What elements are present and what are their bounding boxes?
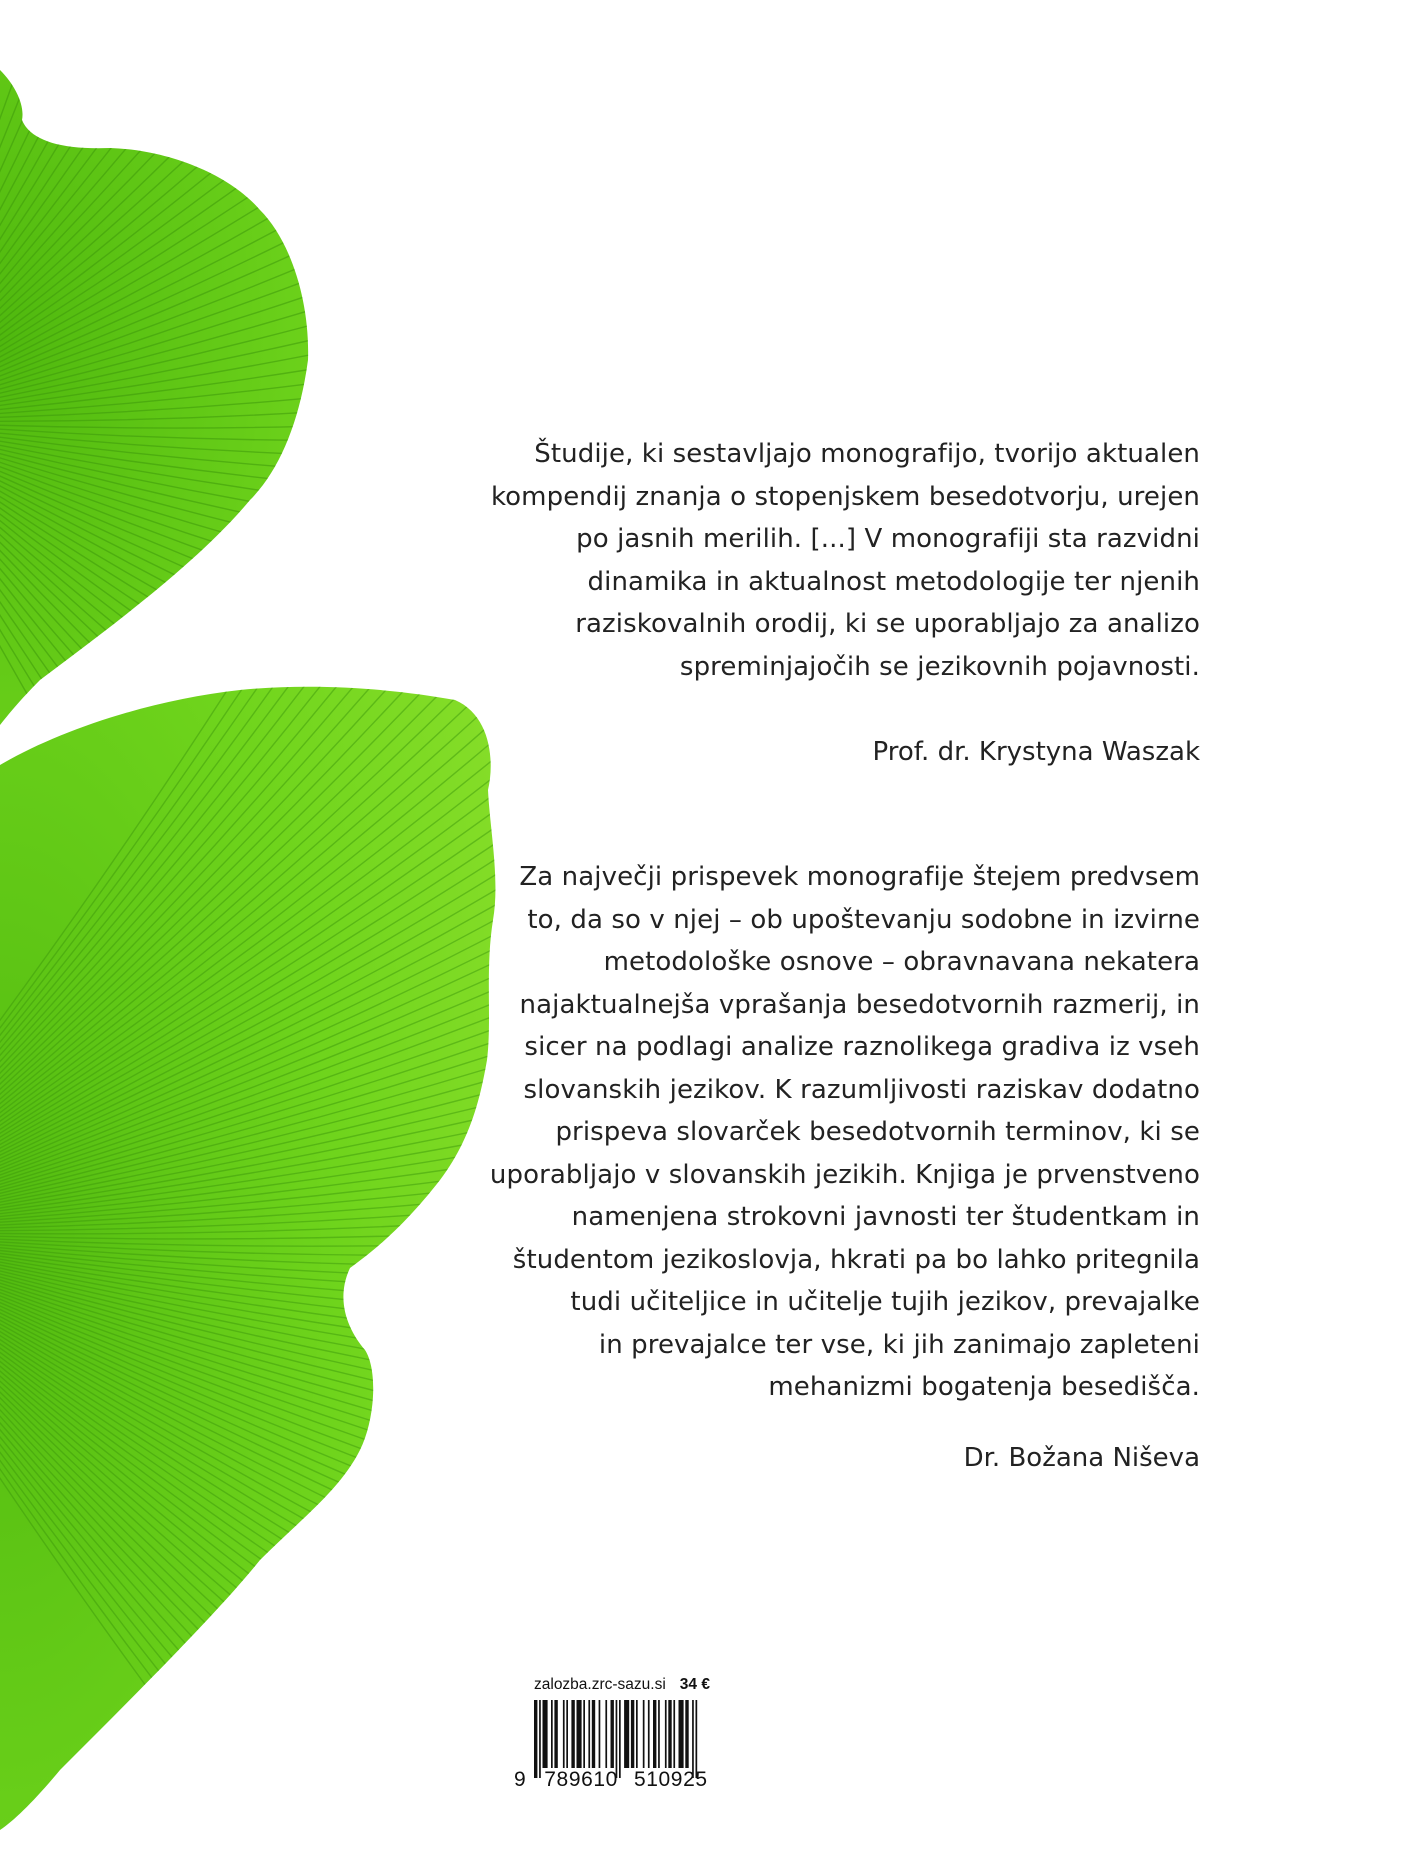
quote-line: in prevajalce ter vse, ki jih zanimajo zapleteni: [598, 1329, 1200, 1360]
publisher-website: zalozba.zrc-sazu.si: [534, 1676, 666, 1693]
quote-line: sicer na podlagi analize raznolikega gradiva iz vseh: [524, 1032, 1200, 1062]
quote-line: dinamika in aktualnost metodologije ter njenih: [587, 566, 1200, 597]
quote-niseva: [490, 856, 1200, 1409]
barcode-bar: [611, 1700, 614, 1768]
quote-line: raziskovalnih orodij, ki se uporabljajo za analizo: [575, 609, 1200, 639]
quote-line: kompendij znanja o stopenjskem besedotvorju, urejen: [490, 481, 1200, 512]
isbn-barcode-block: [514, 1676, 754, 1816]
barcode-bar: [566, 1700, 568, 1768]
barcode-bar: [679, 1700, 684, 1768]
barcode-bar: [543, 1700, 548, 1768]
price-label: 34 €: [679, 1676, 710, 1693]
quote-line: študentom jezikoslovja, hkrati pa bo lahko pritegnila: [512, 1244, 1200, 1275]
barcode-bar: [588, 1700, 590, 1768]
barcode-bar: [592, 1700, 595, 1768]
quote-line: spreminjajočih se jezikovnih pojavnosti.: [679, 651, 1200, 682]
barcode-bar: [534, 1700, 537, 1778]
barcode-bar: [605, 1700, 607, 1768]
quote-line: to, da so v njej – ob upoštevanju sodobne in izvirne: [527, 904, 1200, 935]
isbn-first-digit: 9: [514, 1768, 527, 1791]
barcode-bar: [658, 1700, 660, 1768]
barcode-bar: [696, 1700, 698, 1778]
isbn-number: [514, 1768, 708, 1792]
barcode-bar: [631, 1700, 634, 1768]
barcode-bar: [563, 1700, 565, 1768]
barcode-bar: [673, 1700, 675, 1768]
barcode-header: [534, 1676, 710, 1694]
barcode-bar: [554, 1700, 557, 1768]
quote-line: mehanizmi bogatenja besedišča.: [768, 1372, 1200, 1402]
barcode-bar: [551, 1700, 553, 1768]
quote-line: metodološke osnove – obravnavana nekatera: [603, 947, 1200, 977]
barcode-bar: [665, 1700, 667, 1768]
barcode-bar: [692, 1700, 694, 1778]
barcode-bar: [619, 1700, 621, 1778]
barcode-bar: [577, 1700, 582, 1768]
quote-line: tudi učiteljice in učitelje tujih jezikov, prevajalke: [570, 1287, 1200, 1317]
quote-author-waszak: Prof. dr. Krystyna Waszak: [872, 737, 1200, 767]
barcode-bar: [583, 1700, 585, 1768]
quote-line: Za največji prispevek monografije štejem predvsem: [519, 862, 1200, 892]
quote-line: Študije, ki sestavljajo monografijo, tvorijo aktualen: [534, 439, 1200, 469]
quote-author-niseva: Dr. Božana Niševa: [963, 1443, 1200, 1473]
quote-line: prispeva slovarček besedotvornih terminov, ki se: [555, 1117, 1200, 1147]
isbn-group-left: 789610: [544, 1768, 618, 1791]
barcode-bar: [653, 1700, 656, 1768]
quote-line: slovanskih jezikov. K razumljivosti raziskav dodatno: [523, 1074, 1200, 1105]
quote-line: namenjena strokovni javnosti ter študentkam in: [571, 1202, 1200, 1232]
barcode-bar: [668, 1700, 671, 1768]
barcode-bar: [571, 1700, 574, 1768]
barcode-bar: [685, 1700, 688, 1768]
barcode-bar: [643, 1700, 645, 1768]
barcode-bar: [636, 1700, 638, 1768]
barcode-bar: [616, 1700, 618, 1778]
barcode-bar: [539, 1700, 541, 1778]
barcode-bar: [648, 1700, 650, 1768]
isbn-group-right: 510925: [633, 1768, 708, 1791]
quote-line: uporabljajo v slovanskih jezikih. Knjiga je prvenstveno: [489, 1159, 1200, 1190]
barcode-bar: [599, 1700, 601, 1768]
barcode-bar: [624, 1700, 629, 1768]
quote-line: po jasnih merilih. [...] V monografiji sta razvidni: [576, 524, 1200, 554]
quote-line: najaktualnejša vprašanja besedotvornih razmerij, in: [519, 989, 1200, 1020]
quote-waszak: [491, 433, 1200, 688]
